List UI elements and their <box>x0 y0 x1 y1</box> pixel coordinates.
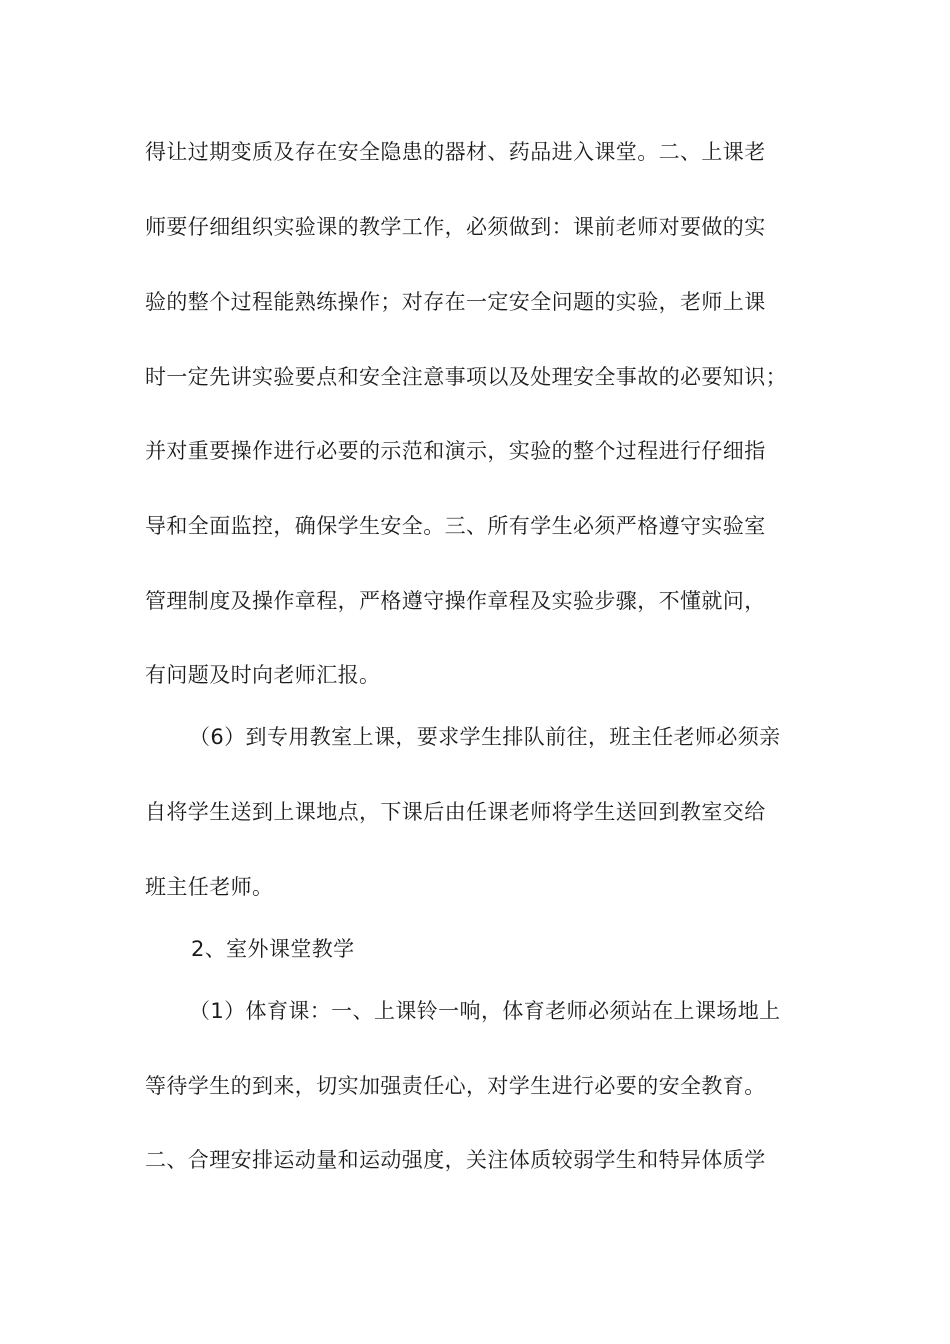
section-heading: 2、室外课堂教学 <box>191 937 355 961</box>
paragraph-line: 并对重要操作进行必要的示范和演示，实验的整个过程进行仔细指 <box>145 439 766 463</box>
paragraph-line: 时一定先讲实验要点和安全注意事项以及处理安全事故的必要知识； <box>145 365 787 389</box>
paragraph-line: 自将学生送到上课地点，下课后由任课老师将学生送回到教室交给 <box>145 800 766 824</box>
paragraph-line: 得让过期变质及存在安全隐患的器材、药品进入课堂。二、上课老 <box>145 140 766 164</box>
paragraph-line: （1）体育课：一、上课铃一响，体育老师必须站在上课场地上 <box>189 999 781 1023</box>
paragraph-line: 有问题及时向老师汇报。 <box>145 663 381 687</box>
paragraph-line: 等待学生的到来，切实加强责任心，对学生进行必要的安全教育。 <box>145 1074 766 1098</box>
paragraph-line: （6）到专用教室上课，要求学生排队前往，班主任老师必须亲 <box>189 725 781 749</box>
paragraph-line: 班主任老师。 <box>145 875 274 899</box>
paragraph-line: 二、合理安排运动量和运动强度，关注体质较弱学生和特异体质学 <box>145 1148 766 1172</box>
paragraph-line: 管理制度及操作章程，严格遵守操作章程及实验步骤，不懂就问， <box>145 589 766 613</box>
paragraph-line: 导和全面监控，确保学生安全。三、所有学生必须严格遵守实验室 <box>145 514 766 538</box>
paragraph-line: 验的整个过程能熟练操作；对存在一定安全问题的实验，老师上课 <box>145 290 766 314</box>
paragraph-line: 师要仔细组织实验课的教学工作，必须做到：课前老师对要做的实 <box>145 215 766 239</box>
